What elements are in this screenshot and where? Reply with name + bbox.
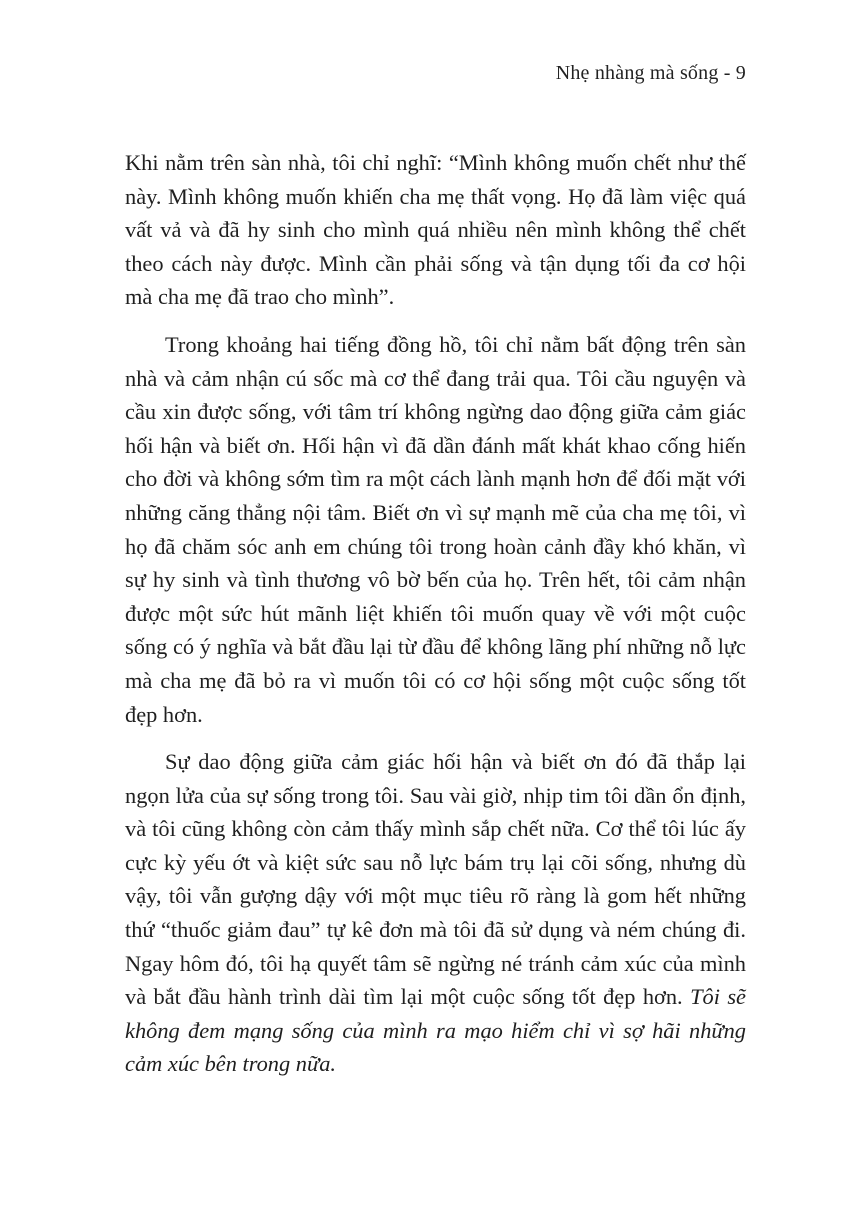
running-header: Nhẹ nhàng mà sống - 9: [555, 62, 746, 84]
paragraph-2: Trong khoảng hai tiếng đồng hồ, tôi chỉ nằm bất động trên sàn nhà và cảm nhận cú sốc mà cơ thể đang trải qua. Tôi cầu nguyện và cầu xin được sống, với tâm trí không ngừng dao động giữa cảm giác hối hận và biết ơn. Hối hận vì đã dần đánh mất khát khao cống hiến cho đời và không sớm tìm ra một cách lành mạnh hơn để đối mặt với những căng thẳng nội tâm. Biết ơn vì sự mạnh mẽ của cha mẹ tôi, vì họ đã chăm sóc anh em chúng tôi trong hoàn cảnh đầy khó khăn, vì sự hy sinh và tình thương vô bờ bến của họ. Trên hết, tôi cảm nhận được một sức hút mãnh liệt khiến tôi muốn quay về với một cuộc sống có ý nghĩa và bắt đầu lại từ đầu để không lãng phí những nỗ lực mà cha mẹ đã bỏ ra vì muốn tôi có cơ hội sống một cuộc sống tốt đẹp hơn.: [125, 331, 746, 727]
paragraph-3-text: Sự dao động giữa cảm giác hối hận và biết ơn đó đã thắp lại ngọn lửa của sự sống trong tôi. Sau vài giờ, nhịp tim tôi dần ổn định, và tôi cũng không còn cảm thấy mình sắp chết nữa. Cơ thể tôi lúc ấy cực kỳ yếu ớt và kiệt sức sau nỗ lực bám trụ lại cõi sống, nhưng dù vậy, tôi vẫn gượng dậy với một mục tiêu rõ ràng là gom hết những thứ “thuốc giảm đau” tự kê đơn mà tôi đã sử dụng và ném chúng đi. Ngay hôm đó, tôi hạ quyết tâm sẽ ngừng né tránh cảm xúc của mình và bắt đầu hành trình dài tìm lại một cuộc sống tốt đẹp hơn.: [125, 749, 746, 1010]
body-text: [125, 146, 746, 1095]
paragraph-3: [125, 745, 746, 1081]
paragraph-3-italic-text: Tôi sẽ không đem mạng sống của mình ra mạo hiểm chỉ vì sợ hãi những cảm xúc bên trong nữa.: [125, 984, 746, 1077]
paragraph-1: Khi nằm trên sàn nhà, tôi chỉ nghĩ: “Mình không muốn chết như thế này. Mình không muốn khiến cha mẹ thất vọng. Họ đã làm việc quá vất vả và đã hy sinh cho mình quá nhiều nên mình không thể chết theo cách này được. Mình cần phải sống và tận dụng tối đa cơ hội mà cha mẹ đã trao cho mình”.: [125, 150, 746, 310]
